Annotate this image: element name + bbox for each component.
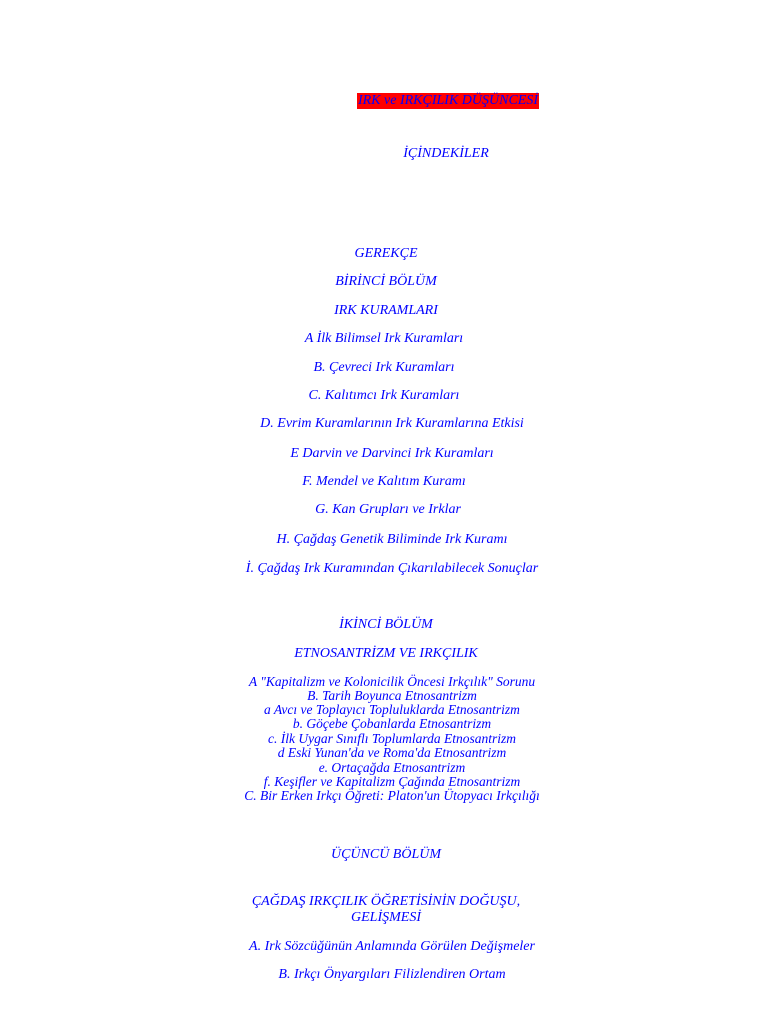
toc-entry-part3-title-line2: GELİŞMESİ: [351, 910, 421, 925]
toc-entry: G. Kan Grupları ve Irklar: [315, 502, 461, 517]
toc-entry-part3: ÜÇÜNCÜ BÖLÜM: [330, 847, 442, 862]
toc-entry: C. Bir Erken Irkçı Öğreti: Platon'un Ütopyacı Irkçılığı: [244, 788, 540, 803]
toc-entry: A. Irk Sözcüğünün Anlamında Görülen Değişmeler: [249, 939, 535, 954]
toc-entry: c. İlk Uygar Sınıflı Toplumlarda Etnosantrizm: [267, 731, 516, 746]
toc-entry: a Avcı ve Toplayıcı Topluluklarda Etnosantrizm: [264, 702, 520, 717]
toc-entry: H. Çağdaş Genetik Biliminde Irk Kuramı: [276, 532, 508, 547]
toc-entry: F. Mendel ve Kalıtım Kuramı: [302, 474, 466, 489]
toc-entry-part3-title-line1: ÇAĞDAŞ IRKÇILIK ÖĞRETİSİNİN DOĞUŞU,: [251, 894, 521, 909]
toc-entry: B. Çevreci Irk Kuramları: [313, 360, 455, 375]
toc-entry: d Eski Yunan'da ve Roma'da Etnosantrizm: [277, 745, 507, 760]
toc-heading: İÇİNDEKİLER: [403, 146, 489, 161]
toc-entry-part2: İKİNCİ BÖLÜM: [339, 617, 433, 632]
toc-entry: A "Kapitalizm ve Kolonicilik Öncesi Irkçılık" Sorunu: [248, 674, 536, 689]
toc-entry: D. Evrim Kuramlarının Irk Kuramlarına Etkisi: [260, 416, 524, 431]
toc-entry: E Darvin ve Darvinci Irk Kuramları: [290, 446, 494, 461]
toc-entry-part2-title: ETNOSANTRİZM VE IRKÇILIK: [294, 646, 478, 661]
toc-entry: B. Irkçı Önyargıları Filizlendiren Ortam: [278, 967, 506, 982]
toc-entry: B. Tarih Boyunca Etnosantrizm: [307, 688, 477, 703]
toc-entry-part1: BİRİNCİ BÖLÜM: [335, 274, 437, 289]
toc-entry: İ. Çağdaş Irk Kuramından Çıkarılabilecek Sonuçlar: [245, 561, 539, 576]
document-title: [64, 93, 768, 109]
toc-entry: b. Göçebe Çobanlarda Etnosantrizm: [292, 716, 492, 731]
toc-entry: f. Keşifler ve Kapitalizm Çağında Etnosantrizm: [263, 774, 521, 789]
toc-entry: e. Ortaçağda Etnosantrizm: [318, 760, 466, 775]
document-title-text: IRK ve IRKÇILIK DÜŞÜNCESİ: [357, 93, 539, 108]
toc-entry: C. Kalıtımcı Irk Kuramları: [308, 388, 460, 403]
toc-entry-part1-title: IRK KURAMLARI: [334, 303, 438, 318]
toc-entry-gerekce: GEREKÇE: [354, 246, 418, 261]
toc-entry: A İlk Bilimsel Irk Kuramları: [304, 331, 464, 346]
